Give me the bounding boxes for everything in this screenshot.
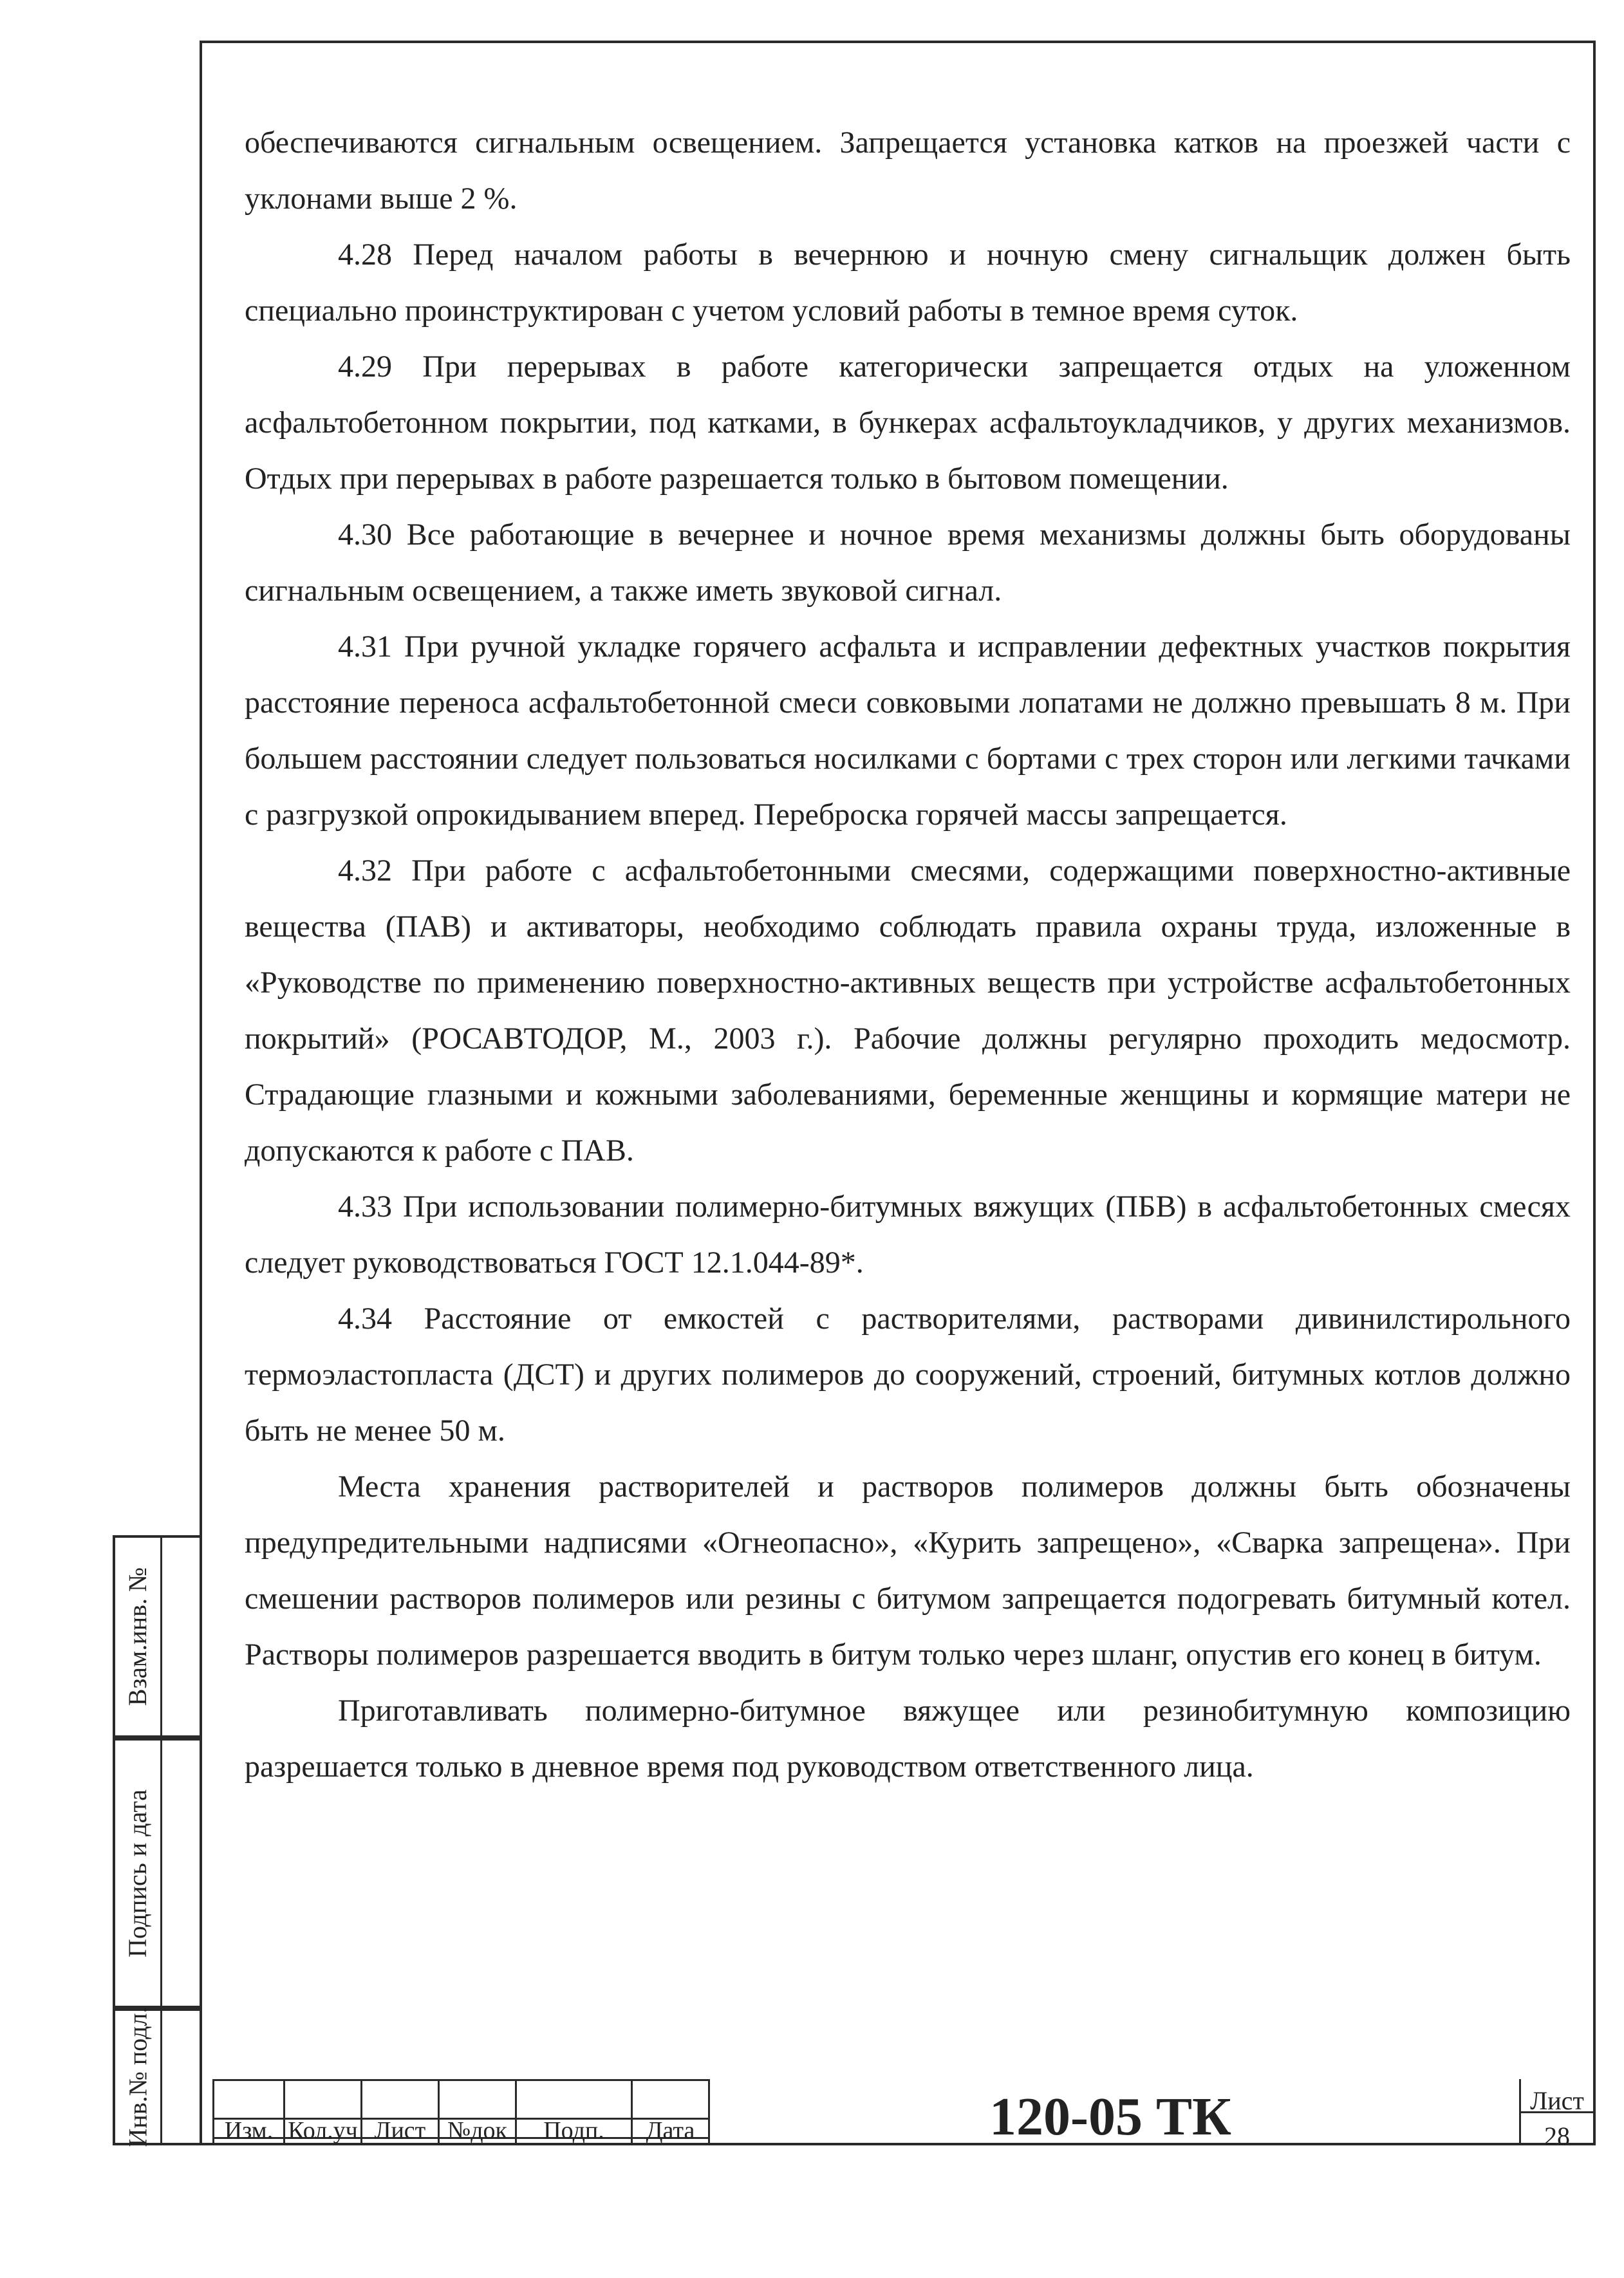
paragraph: 4.30 Все работающие в вечернее и ночное время механизмы должны быть оборудованы сигнальным освещением, а также иметь звуковой сигнал. [245, 518, 1571, 608]
paragraph: 4.32 При работе с асфальтобетонными смесями, содержащими поверхностно-активные вещества (ПАВ) и активаторы, необходимо соблюдать правила охраны труда, изложенные в «Руководстве по применению поверхностно-активных веществ при устройстве асфальтобетонных покрытий» (РОСАВТОДОР, М., 2003 г.). Рабочие должны регулярно проходить медосмотр. Страдающие глазными и кожными заболеваниями, беременные женщины и кормящие матери не допускаются к работе с ПАВ. [245, 854, 1571, 1168]
sheet-label: Лист [1530, 2086, 1584, 2115]
title-col-izm: Изм. [224, 2117, 274, 2144]
title-col-podp: Подп. [543, 2117, 604, 2144]
title-col-kolvo: Кол.уч [288, 2117, 358, 2144]
paragraph: 4.28 Перед началом работы в вечернюю и ночную смену сигнальщик должен быть специально проинструктирован с учетом условий работы в темное время суток. [245, 238, 1571, 328]
paragraph: 4.34 Расстояние от емкостей с растворителями, растворами дивинилстирольного термоэластопласта (ДСТ) и других полимеров до сооружений, строений, битумных котлов должно быть не менее 50 м. [245, 1302, 1571, 1448]
paragraph: 4.31 При ручной укладке горячего асфальта и исправлении дефектных участков покрытия расстояние переноса асфальтобетонной смеси совковыми лопатами не должно превышать 8 м. При большем расстоянии следует пользоваться носилками с бортами с трех сторон или легкими тачками с разгрузкой опрокидыванием вперед. Переброска горячей массы запрещается. [245, 630, 1571, 832]
title-col-list: Лист [374, 2117, 426, 2144]
sheet-number: 28 [1544, 2122, 1570, 2151]
title-col-data: Дата [646, 2117, 695, 2144]
document-code: 120-05 ТК [989, 2087, 1231, 2147]
side-stamp-label: Подпись и дата [123, 1789, 153, 1957]
side-stamp-podpis [113, 1738, 200, 2008]
side-stamp-inv [113, 2008, 200, 2145]
side-stamp-label: Инв.№ подл. [123, 2006, 153, 2147]
paragraph: 4.29 При перерывах в работе категорически запрещается отдых на уложенном асфальтобетонном покрытии, под катками, в бункерах асфальтоукладчиков, у других механизмов. Отдых при перерывах в работе разрешается только в бытовом помещении. [245, 350, 1571, 496]
side-stamp-vzam [113, 1535, 200, 1738]
paragraph: Места хранения растворителей и растворов полимеров должны быть обозначены предупредительными надписями «Огнеопасно», «Курить запрещено», «Сварка запрещена». При смешении растворов полимеров или резины с битумом запрещается подогревать битумный котел. Растворы полимеров разрешается вводить в битум только через шланг, опустив его конец в битум. [245, 1470, 1571, 1672]
paragraph: обеспечиваются сигнальным освещением. Запрещается установка катков на проезжей части с уклонами выше 2 %. [245, 126, 1571, 216]
title-col-ndok: №док [447, 2117, 508, 2144]
paragraph: Приготавливать полимерно-битумное вяжущее или резинобитумную композицию разрешается только в дневное время под руководством ответственного лица. [245, 1694, 1571, 1784]
paragraph: 4.33 При использовании полимерно-битумных вяжущих (ПБВ) в асфальтобетонных смесях следует руководствоваться ГОСТ 12.1.044-89*. [245, 1190, 1571, 1280]
side-stamp-label: Взам.инв. № [123, 1567, 153, 1706]
document-body [245, 115, 1571, 1795]
